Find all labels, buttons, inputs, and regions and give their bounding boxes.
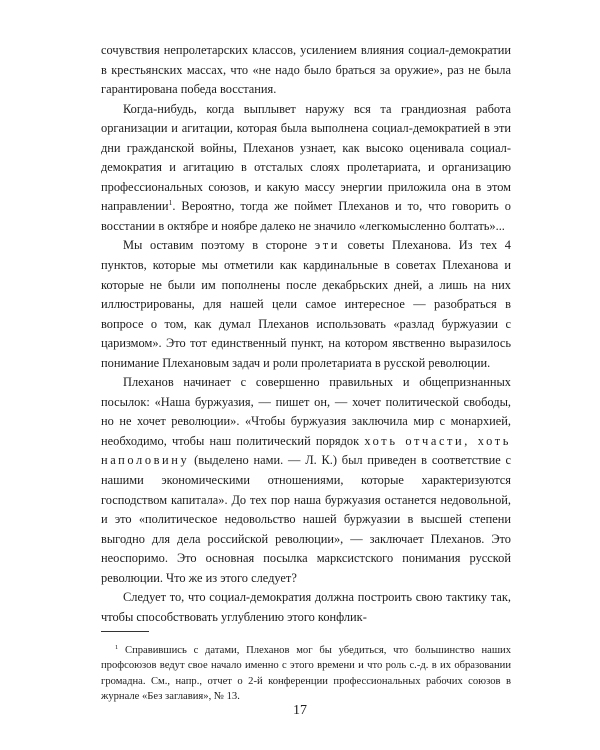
footnote-separator — [101, 631, 149, 632]
emphasis-spaced: эти — [314, 238, 340, 253]
text-run: Когда-нибудь, когда выплывет наружу вся та грандиозная работа организации и агитации, которая была выполнена социал-демократией в эти дни гражданской войны, Плеханов узнает, как высоко оценивала социал-демократия и агитацию в отсталых слоях пролетариата, и организацию профессиональных союзов, и какую массу энергии приложила она в этом направлении — [101, 101, 511, 214]
paragraph — [101, 373, 511, 588]
emphasis-spaced: хоть отчасти, хоть наполовину — [101, 433, 511, 468]
text-run: . Вероятно, тогда же поймет Плеханов и то, что говорить о восстании в октябре и ноябре далеко не значило «легкомысленно болтать»... — [101, 199, 511, 233]
text-run: сочувствия непролетарских классов, усилением влияния социал-демократии в крестьянских массах, что «не надо было браться за оружие», раз не была гарантирована победа восстания. — [101, 43, 511, 97]
text-run: советы Плеханова. Из тех 4 пунктов, которые мы отметили как кардинальные в советах Плеханова и которые не были им пополнены после декабрьских дней, а лишь на них иллюстрированы, для нашей цели самое интересное — разобраться в вопросе о том, как думал Плеханов использовать «разлад буржуазии с царизмом». Это тот единственный пункт, на котором явственно выразилось понимание Плехановым задач и роли пролетариата в русской революции. — [101, 238, 511, 370]
paragraph — [101, 100, 511, 237]
footnote-text: Справившись с датами, Плеханов мог бы убедиться, что большинство наших профсоюзов ведут свое начало именно с этого времени и что роль с.-д. в их образовании громадна. См., напр., отчет о 2-й конференции профессиональных рабочих союзов в журнале «Без заглавия», № 13. — [101, 645, 511, 702]
text-run: Следует то, что социал-демократия должна построить свою тактику так, чтобы способствовать углублению этого конфлик- — [101, 590, 511, 624]
paragraph — [101, 236, 511, 373]
text-run: Плеханов начинает с совершенно правильных и общепризнанных посылок: «Наша буржуазия, — пишет он, — хочет политической свободы, но не хочет революции». «Чтобы буржуазия заключила мир с монархией, необходимо, чтобы наш политический порядок — [101, 375, 511, 448]
footnote — [101, 643, 511, 704]
footnote-marker: 1 — [115, 644, 119, 651]
paragraph — [101, 41, 511, 100]
text-run: Мы оставим поэтому в стороне — [123, 238, 315, 253]
paragraph — [101, 588, 511, 627]
footnote-reference: 1 — [168, 198, 173, 208]
text-run: (выделено нами. — Л. К.) был приведен в соответствие с нашими экономическими отношениями, которые характеризуются господством капитала». До тех пор наша буржуазия останется недовольной, и это «политическое недовольство нашей буржуазии в высшей степени выгодно для дела российской революции», — заключает Плеханов. Это неоспоримо. Это основная посылка марксистского понимания русской революции. Что же из этого следует? — [101, 453, 511, 585]
body-text — [101, 41, 511, 627]
page-number: 17 — [293, 703, 307, 718]
